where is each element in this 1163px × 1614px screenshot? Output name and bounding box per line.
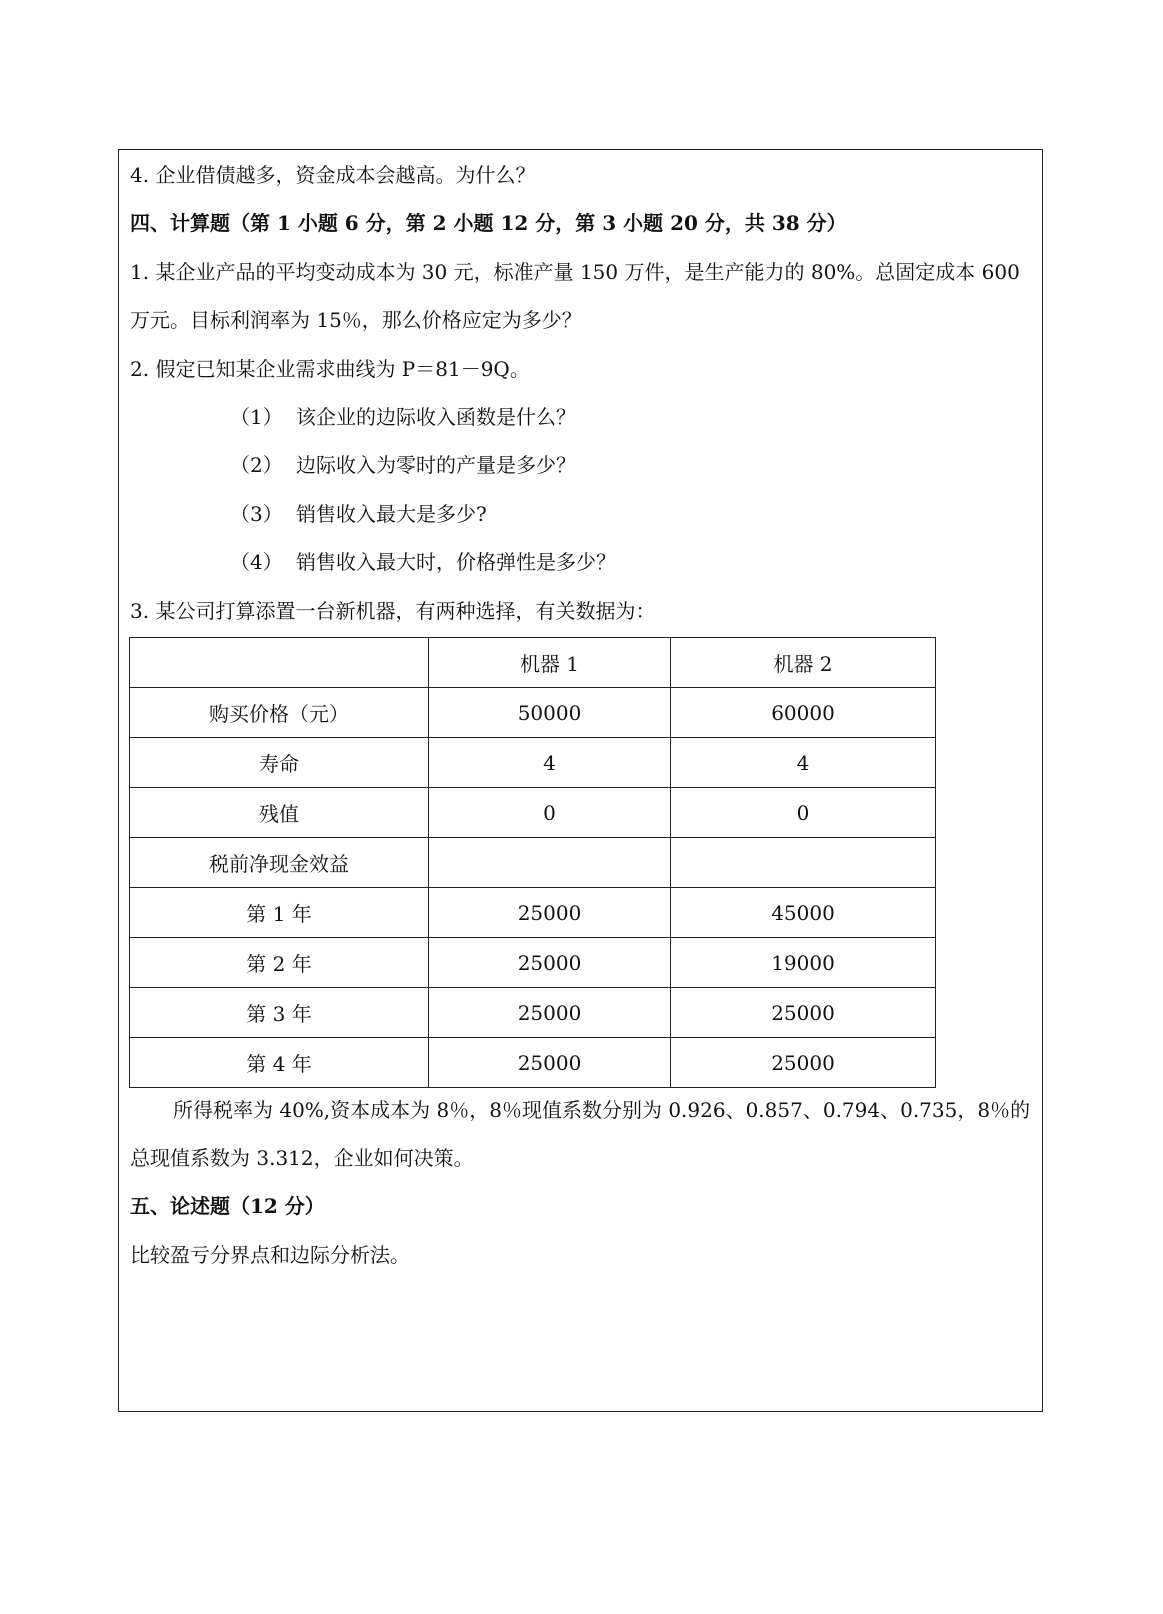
- section-5-title: 五、论述题（12 分）: [130, 1194, 325, 1218]
- sub-number: （1）: [230, 405, 283, 429]
- problem-3-note-line-2: 总现值系数为 3.312，企业如何决策。: [130, 1146, 474, 1170]
- table-cell: 第 4 年: [130, 1038, 429, 1088]
- sub-text: 该企业的边际收入函数是什么？: [296, 405, 576, 429]
- table-row: [130, 838, 936, 888]
- problem-3-intro: 3. 某公司打算添置一台新机器，有两种选择，有关数据为：: [130, 599, 656, 623]
- table-cell: 0: [429, 788, 671, 838]
- sub-number: （3）: [230, 502, 283, 526]
- table-cell: 购买价格（元）: [130, 688, 429, 738]
- problem-1-line-1: 1. 某企业产品的平均变动成本为 30 元，标准产量 150 万件，是生产能力的 80%。总固定成本 600: [130, 260, 1020, 284]
- table-header-cell: [130, 638, 429, 688]
- table-row: [130, 988, 936, 1038]
- sub-text: 销售收入最大是多少?: [296, 502, 487, 526]
- table-row: [130, 938, 936, 988]
- table-cell: [671, 838, 936, 888]
- table-cell: 25000: [429, 1038, 671, 1088]
- table-cell: 25000: [429, 988, 671, 1038]
- exam-frame: [118, 149, 1043, 1412]
- table-row: [130, 738, 936, 788]
- table-row: [130, 788, 936, 838]
- sub-text: 销售收入最大时，价格弹性是多少？: [296, 550, 616, 574]
- sub-number: （4）: [230, 550, 283, 574]
- table-cell: 60000: [671, 688, 936, 738]
- table-row: [130, 688, 936, 738]
- table-cell: 25000: [429, 938, 671, 988]
- problem-2-sub-2: [230, 452, 576, 478]
- table-cell: 第 2 年: [130, 938, 429, 988]
- problem-3-note-line-1: 所得税率为 40%,资本成本为 8％，8％现值系数分别为 0.926、0.857、0.794、0.735，8％的: [173, 1098, 1031, 1122]
- problem-2-intro: 2. 假定已知某企业需求曲线为 P＝81－9Q。: [130, 357, 530, 381]
- table-cell: 4: [671, 738, 936, 788]
- table-header-cell: 机器 2: [671, 638, 936, 688]
- table-cell: 0: [671, 788, 936, 838]
- sub-text: 边际收入为零时的产量是多少？: [296, 453, 576, 477]
- machine-comparison-table: [129, 637, 936, 1088]
- table-cell: 19000: [671, 938, 936, 988]
- table-cell: 寿命: [130, 738, 429, 788]
- table-cell: 25000: [429, 888, 671, 938]
- table-cell: [429, 838, 671, 888]
- section-4-title: 四、计算题（第 1 小题 6 分，第 2 小题 12 分，第 3 小题 20 分，共 38 分）: [130, 211, 847, 235]
- essay-question: 比较盈亏分界点和边际分析法。: [130, 1243, 410, 1267]
- problem-2-sub-1: [230, 404, 576, 430]
- problem-1-line-2: 万元。目标利润率为 15％，那么价格应定为多少？: [130, 308, 582, 332]
- table-cell: 4: [429, 738, 671, 788]
- table-cell: 第 1 年: [130, 888, 429, 938]
- table-row: [130, 1038, 936, 1088]
- table-cell: 50000: [429, 688, 671, 738]
- problem-2-sub-4: [230, 549, 616, 575]
- table-cell: 税前净现金效益: [130, 838, 429, 888]
- question-4: 4. 企业借债越多，资金成本会越高。为什么？: [130, 163, 536, 187]
- table-cell: 残值: [130, 788, 429, 838]
- table-row: [130, 888, 936, 938]
- sub-number: （2）: [230, 453, 283, 477]
- problem-2-sub-3: [230, 501, 487, 527]
- table-cell: 45000: [671, 888, 936, 938]
- table-header-row: [130, 638, 936, 688]
- table-header-cell: 机器 1: [429, 638, 671, 688]
- table-cell: 第 3 年: [130, 988, 429, 1038]
- table-cell: 25000: [671, 988, 936, 1038]
- table-cell: 25000: [671, 1038, 936, 1088]
